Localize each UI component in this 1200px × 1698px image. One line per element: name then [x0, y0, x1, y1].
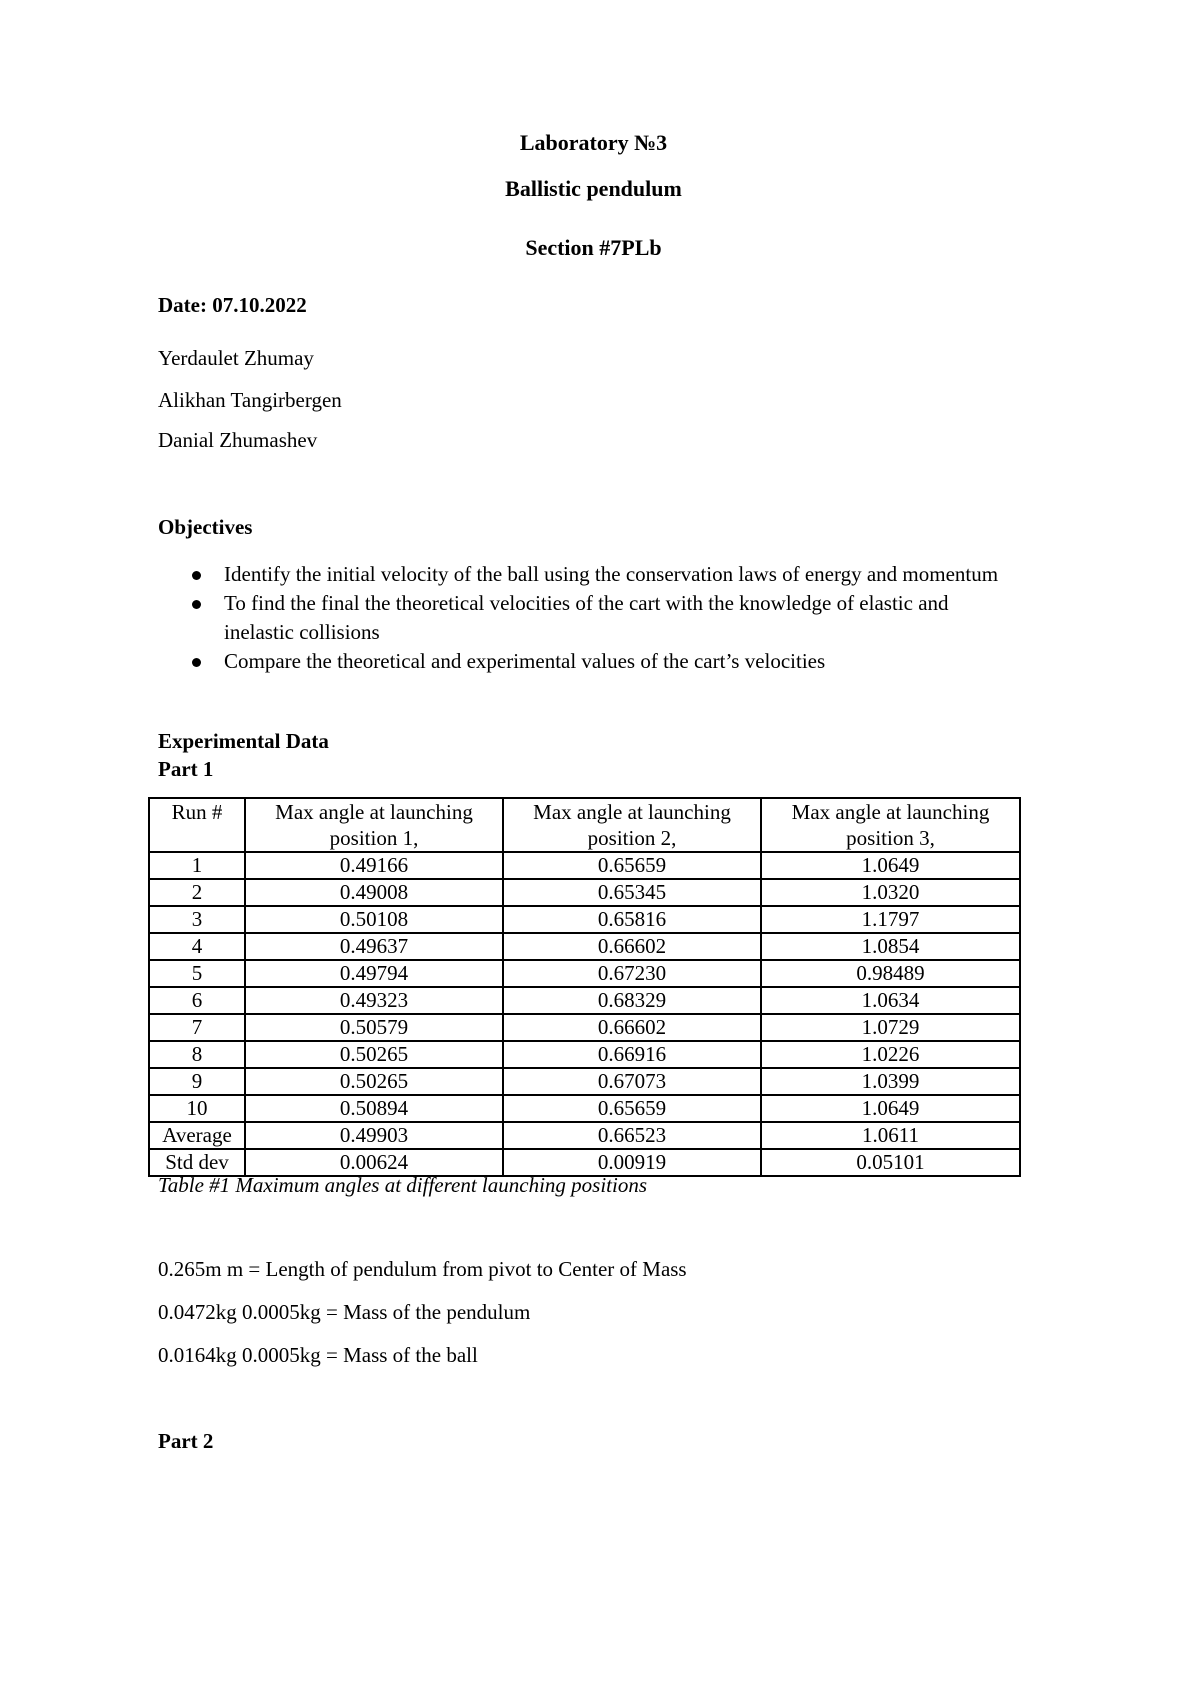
table-row: [149, 987, 1020, 1014]
run-label-cell: Std dev: [149, 1149, 245, 1176]
table-caption: Table #1 Maximum angles at different launching positions: [158, 1173, 648, 1197]
angle-cell: 0.50579: [245, 1014, 503, 1041]
angle-cell: 0.66602: [503, 933, 761, 960]
objectives-heading: Objectives: [158, 515, 253, 539]
list-item: [224, 589, 1014, 647]
section-label: Section #7PLb: [525, 235, 662, 260]
angle-cell: 0.67073: [503, 1068, 761, 1095]
angle-cell: 0.65816: [503, 906, 761, 933]
table-row: [149, 960, 1020, 987]
ball-mass: 0.0164kg 0.0005kg = Mass of the ball: [158, 1343, 478, 1367]
header-position-2: Max angle at launching position 2,: [503, 798, 761, 852]
angle-cell: 1.0399: [761, 1068, 1020, 1095]
angle-cell: 0.49637: [245, 933, 503, 960]
angle-cell: 1.0854: [761, 933, 1020, 960]
angle-cell: 1.0611: [761, 1122, 1020, 1149]
header-position-3: Max angle at launching position 3,: [761, 798, 1020, 852]
table-row: [149, 1095, 1020, 1122]
angle-cell: 0.49323: [245, 987, 503, 1014]
table-row: [149, 1149, 1020, 1176]
header-run: Run #: [149, 798, 245, 852]
angle-cell: 0.50108: [245, 906, 503, 933]
table-row: [149, 933, 1020, 960]
table-header-row: [149, 798, 1020, 852]
angle-cell: 0.68329: [503, 987, 761, 1014]
angle-cell: 0.49166: [245, 852, 503, 879]
part1-heading: Part 1: [158, 757, 214, 781]
run-label-cell: 6: [149, 987, 245, 1014]
angle-cell: 0.65659: [503, 852, 761, 879]
experimental-heading: Experimental Data: [158, 729, 329, 753]
document-subtitle: Ballistic pendulum: [505, 176, 682, 201]
part2-heading: Part 2: [158, 1429, 214, 1453]
angle-cell: 1.0320: [761, 879, 1020, 906]
author-name: Yerdaulet Zhumay: [158, 346, 314, 370]
angle-cell: 0.49794: [245, 960, 503, 987]
author-name: Danial Zhumashev: [158, 428, 318, 452]
pendulum-mass: 0.0472kg 0.0005kg = Mass of the pendulum: [158, 1300, 531, 1324]
angle-cell: 1.0226: [761, 1041, 1020, 1068]
table-row: [149, 906, 1020, 933]
author-name: Alikhan Tangirbergen: [158, 388, 342, 412]
angle-cell: 0.50265: [245, 1041, 503, 1068]
angle-cell: 0.65659: [503, 1095, 761, 1122]
angle-cell: 0.66602: [503, 1014, 761, 1041]
max-angles-table: [148, 797, 1021, 1177]
date-label: Date: 07.10.2022: [158, 293, 307, 317]
document-title: Laboratory №3: [519, 130, 668, 155]
table-row: [149, 1122, 1020, 1149]
run-label-cell: 1: [149, 852, 245, 879]
angle-cell: 0.05101: [761, 1149, 1020, 1176]
table-row: [149, 879, 1020, 906]
objective-text: Identify the initial velocity of the ball using the conservation laws of energy and momentum: [224, 562, 999, 586]
angle-cell: 0.66523: [503, 1122, 761, 1149]
angle-cell: 1.0634: [761, 987, 1020, 1014]
table-row: [149, 1014, 1020, 1041]
objectives-list: [176, 560, 1074, 676]
angle-cell: 0.66916: [503, 1041, 761, 1068]
run-label-cell: 5: [149, 960, 245, 987]
run-label-cell: 2: [149, 879, 245, 906]
list-item: [224, 647, 1074, 676]
list-item: [224, 560, 1014, 589]
table-row: [149, 1068, 1020, 1095]
angle-cell: 0.98489: [761, 960, 1020, 987]
bullet-icon: [192, 658, 201, 667]
angle-cell: 0.49903: [245, 1122, 503, 1149]
angle-cell: 0.49008: [245, 879, 503, 906]
angle-cell: 0.67230: [503, 960, 761, 987]
bullet-icon: [192, 571, 201, 580]
angle-cell: 0.00919: [503, 1149, 761, 1176]
angle-cell: 1.0649: [761, 1095, 1020, 1122]
run-label-cell: 3: [149, 906, 245, 933]
table-row: [149, 852, 1020, 879]
angle-cell: 0.65345: [503, 879, 761, 906]
objective-text: To find the final the theoretical velocities of the cart with the knowledge of elastic and inelastic collisions: [224, 591, 949, 644]
objective-text: Compare the theoretical and experimental values of the cart’s velocities: [224, 649, 826, 673]
run-label-cell: 9: [149, 1068, 245, 1095]
bullet-icon: [192, 600, 201, 609]
angle-cell: 0.50265: [245, 1068, 503, 1095]
angle-cell: 1.1797: [761, 906, 1020, 933]
table-row: [149, 1041, 1020, 1068]
run-label-cell: 7: [149, 1014, 245, 1041]
header-position-1: Max angle at launching position 1,: [245, 798, 503, 852]
angle-cell: 1.0649: [761, 852, 1020, 879]
angle-cell: 0.00624: [245, 1149, 503, 1176]
angle-cell: 1.0729: [761, 1014, 1020, 1041]
run-label-cell: 4: [149, 933, 245, 960]
run-label-cell: 10: [149, 1095, 245, 1122]
run-label-cell: 8: [149, 1041, 245, 1068]
angle-cell: 0.50894: [245, 1095, 503, 1122]
pendulum-length: 0.265m m = Length of pendulum from pivot to Center of Mass: [158, 1257, 687, 1281]
run-label-cell: Average: [149, 1122, 245, 1149]
